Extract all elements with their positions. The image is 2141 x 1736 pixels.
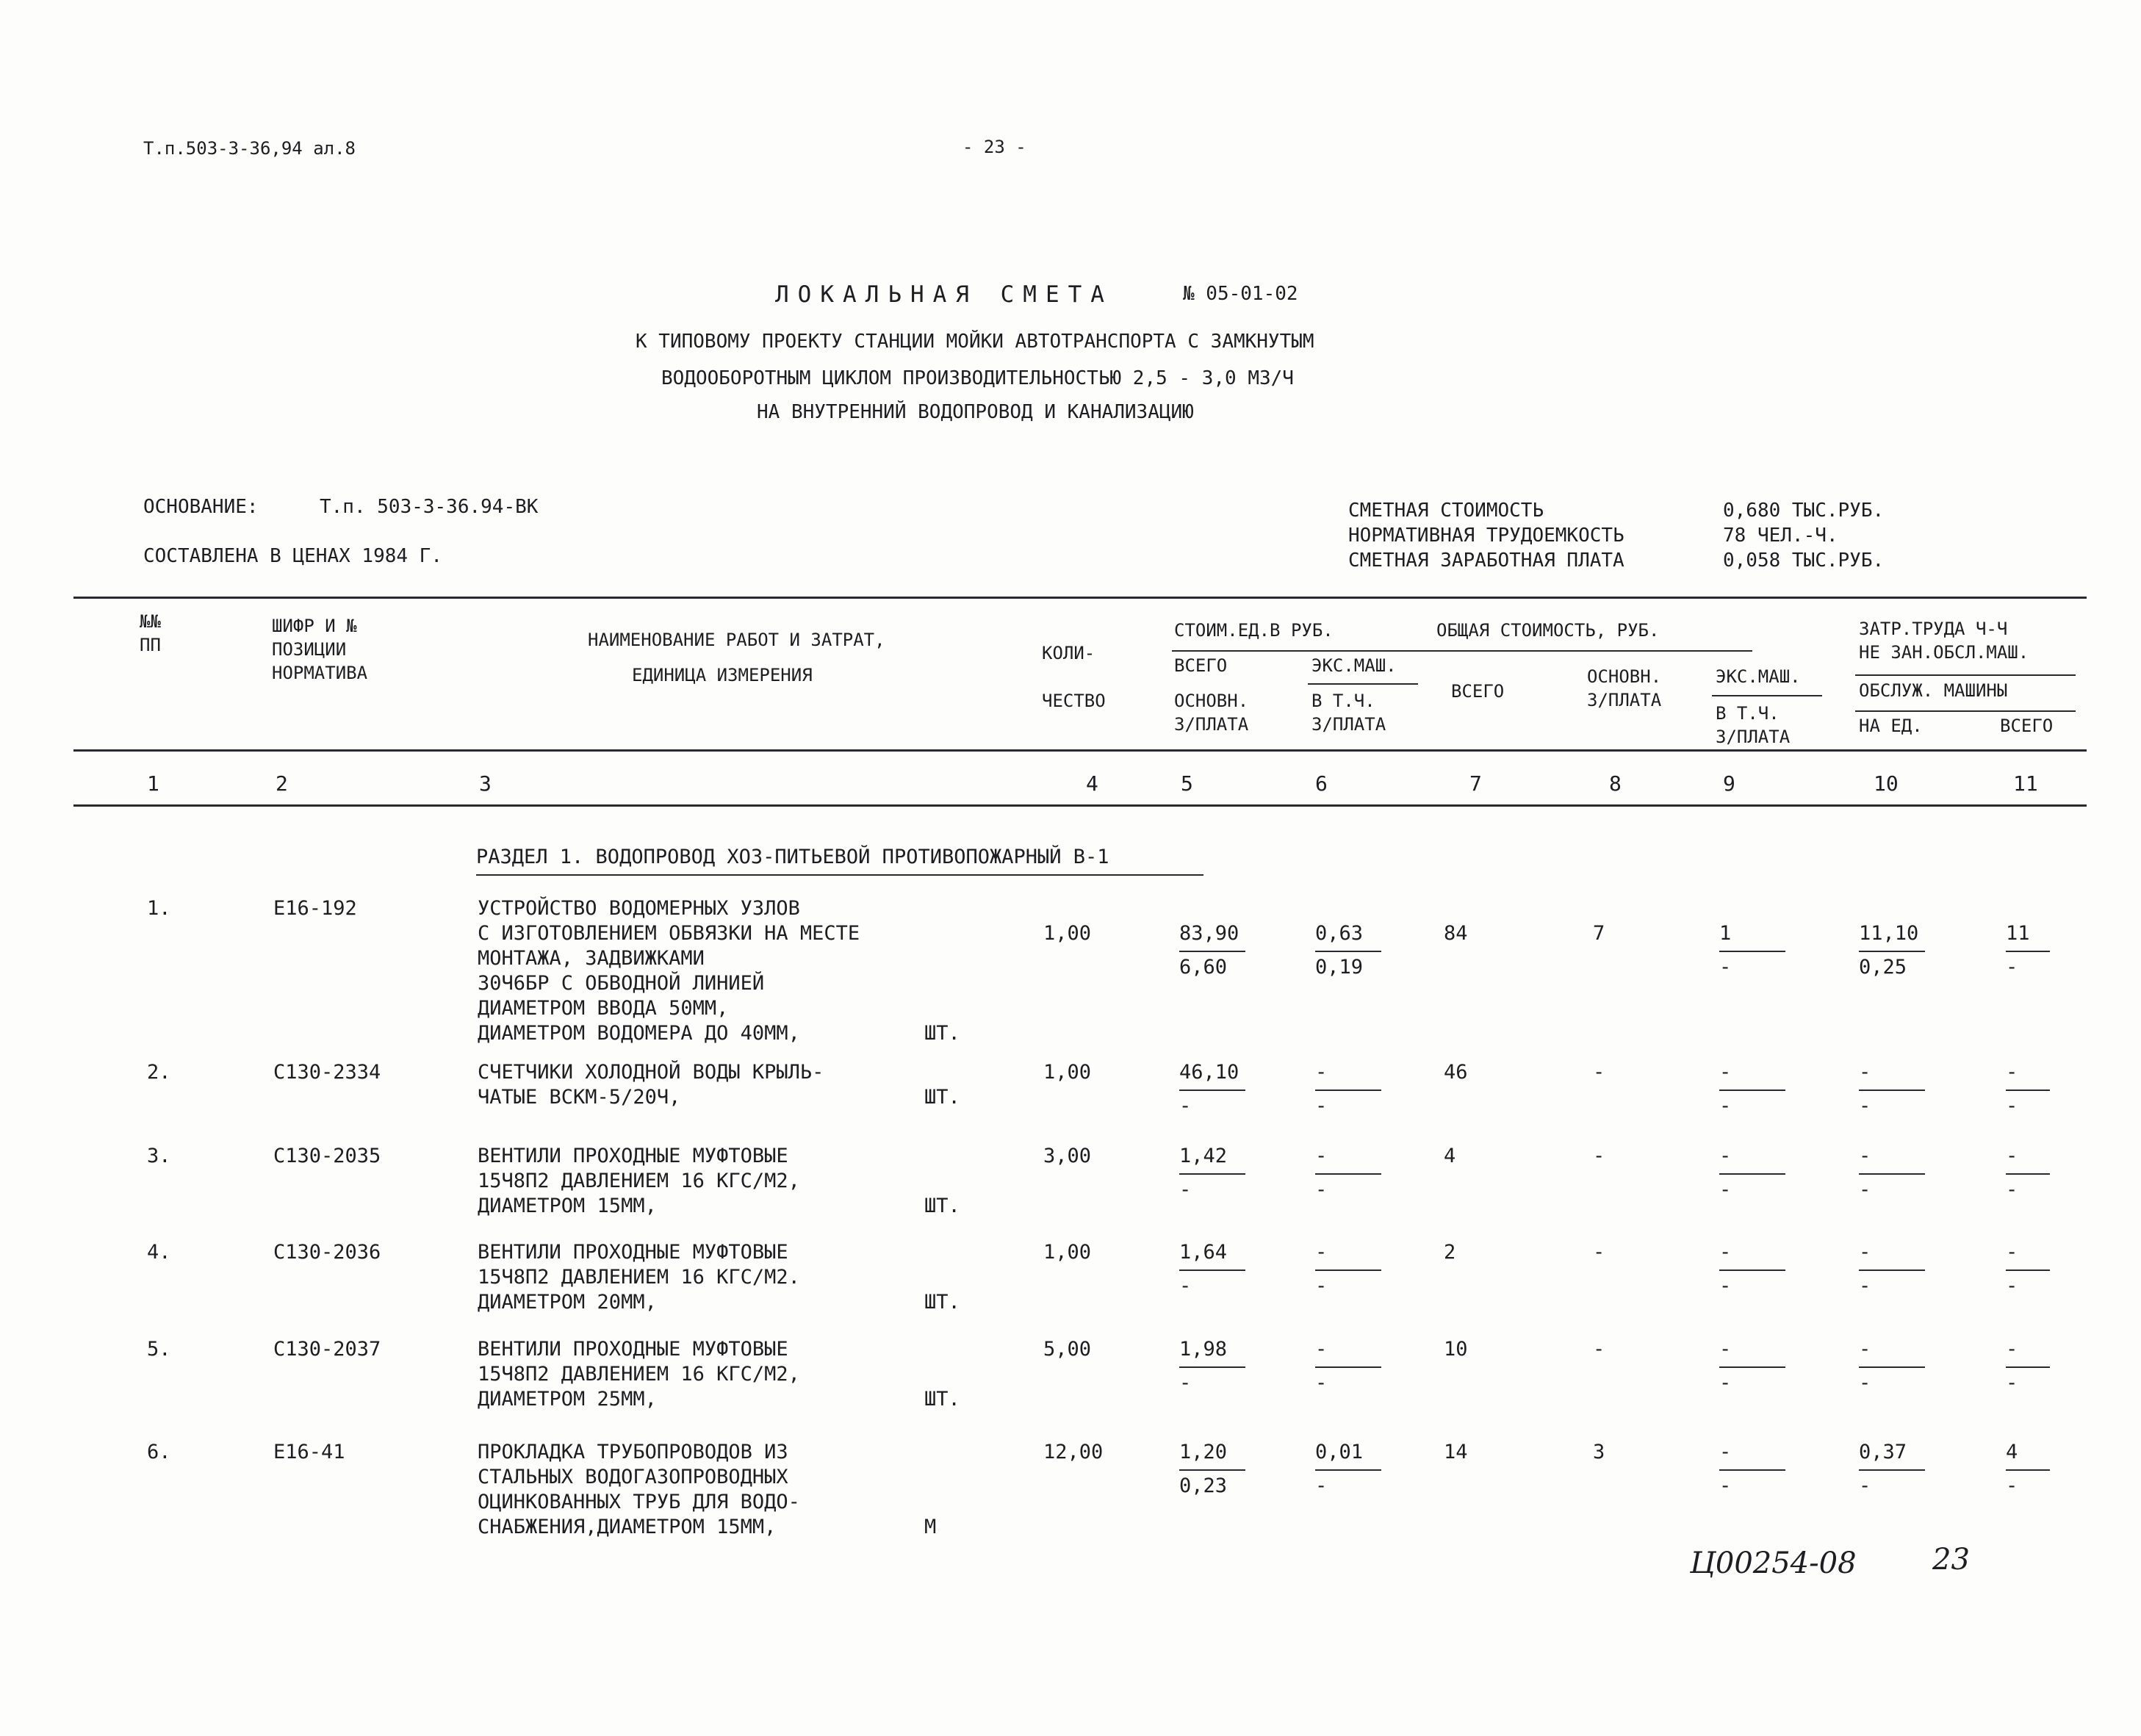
row-number: 3. <box>147 1145 171 1167</box>
fraction-rule <box>2006 1469 2050 1471</box>
unit-cost-base-wage: 0,23 <box>1179 1474 1228 1497</box>
row-description-line: УСТРОЙСТВО ВОДОМЕРНЫХ УЗЛОВ <box>478 897 800 920</box>
column-number: 2 <box>276 771 288 796</box>
fraction-rule <box>2006 1366 2050 1368</box>
fraction-rule <box>1859 1269 1925 1271</box>
unit-cost-machine: 0,01 <box>1315 1441 1364 1463</box>
total-machine: - <box>1719 1145 1732 1167</box>
row-number: 2. <box>147 1061 171 1084</box>
row-description-line: 15Ч8П2 ДАВЛЕНИЕМ 16 КГС/М2, <box>478 1363 800 1386</box>
row-quantity: 3,00 <box>1043 1145 1092 1167</box>
fraction-rule <box>1315 1269 1381 1271</box>
total-machine-wage: - <box>1719 1275 1732 1297</box>
estimate-number: № 05-01-02 <box>1183 283 1298 305</box>
total-cost: 84 <box>1444 922 1468 945</box>
labor-total: - <box>2006 1338 2018 1361</box>
labor-total: 11 <box>2006 922 2030 945</box>
summary-cost-value: 0,680 ТЫС.РУБ. <box>1723 500 1885 522</box>
labor-per-unit: - <box>1859 1061 1871 1084</box>
col-header-num: №№ ПП <box>140 611 161 655</box>
basis-label: ОСНОВАНИЕ: <box>143 496 259 518</box>
col-header-total-cost: ОБЩАЯ СТОИМОСТЬ, РУБ. <box>1436 620 1660 641</box>
col-header-unit-base: ОСНОВН. З/ПЛАТА <box>1174 691 1249 735</box>
row-code: С130-2036 <box>273 1241 381 1264</box>
row-unit: ШТ. <box>924 1388 960 1411</box>
col-header-unit: ЕДИНИЦА ИЗМЕРЕНИЯ <box>632 665 813 685</box>
unit-cost-base-wage: - <box>1179 1178 1192 1201</box>
row-description-line: СТАЛЬНЫХ ВОДОГАЗОПРОВОДНЫХ <box>478 1466 788 1488</box>
unit-cost-total: 46,10 <box>1179 1061 1239 1084</box>
total-machine: - <box>1719 1061 1732 1084</box>
summary-wage-value: 0,058 ТЫС.РУБ. <box>1723 550 1885 572</box>
col-header-labor-sub: ОБСЛУЖ. МАШИНЫ <box>1859 680 2008 701</box>
row-description-line: ДИАМЕТРОМ 15ММ, <box>478 1195 657 1217</box>
fraction-rule <box>2006 1173 2050 1175</box>
fraction-rule <box>1315 951 1381 952</box>
unit-cost-machine: 0,63 <box>1315 922 1364 945</box>
col-header-total-all: ВСЕГО <box>1451 681 1505 702</box>
row-quantity: 5,00 <box>1043 1338 1092 1361</box>
fraction-rule <box>1859 1089 1925 1091</box>
labor-machine-total: - <box>2006 1275 2018 1297</box>
fraction-rule <box>1315 1173 1381 1175</box>
total-machine-wage: - <box>1719 1474 1732 1497</box>
total-machine: 1 <box>1719 922 1732 945</box>
labor-total: - <box>2006 1145 2018 1167</box>
document-reference: Т.п.503-3-36,94 ал.8 <box>143 138 356 159</box>
fraction-rule <box>1179 1089 1245 1091</box>
title-line-3: НА ВНУТРЕННИЙ ВОДОПРОВОД И КАНАЛИЗАЦИЮ <box>757 401 1194 423</box>
labor-group-rule <box>1855 674 2076 676</box>
fraction-rule <box>1719 1269 1785 1271</box>
unit-cost-machine-wage: - <box>1315 1095 1328 1117</box>
labor-per-unit: - <box>1859 1338 1871 1361</box>
total-machine-wage: - <box>1719 1372 1732 1394</box>
row-code: Е16-41 <box>273 1441 345 1463</box>
unit-mach-rule <box>1308 683 1418 685</box>
fraction-rule <box>1859 1469 1925 1471</box>
table-header-bottom-rule <box>73 749 2087 752</box>
title-line-1: К ТИПОВОМУ ПРОЕКТУ СТАНЦИИ МОЙКИ АВТОТРАНСПОРТА С ЗАМКНУТЫМ <box>636 331 1314 353</box>
total-base-wage: - <box>1593 1241 1605 1264</box>
summary-labor-value: 78 ЧЕЛ.-Ч. <box>1723 525 1838 547</box>
row-number: 1. <box>147 897 171 920</box>
row-description-line: ОЦИНКОВАННЫХ ТРУБ ДЛЯ ВОДО- <box>478 1491 800 1513</box>
row-description-line: СЧЕТЧИКИ ХОЛОДНОЙ ВОДЫ КРЫЛЬ- <box>478 1061 824 1084</box>
row-description-line: МОНТАЖА, ЗАДВИЖКАМИ <box>478 947 705 970</box>
row-description-line: ДИАМЕТРОМ 20ММ, <box>478 1291 657 1314</box>
labor-machine-per-unit: 0,25 <box>1859 956 1907 979</box>
summary-cost-label: СМЕТНАЯ СТОИМОСТЬ <box>1348 500 1544 522</box>
column-number: 11 <box>2013 771 2038 796</box>
labor-machine-per-unit: - <box>1859 1474 1871 1497</box>
col-header-unit-all: ВСЕГО <box>1174 655 1228 676</box>
page-number: - 23 - <box>962 137 1026 157</box>
labor-per-unit: 11,10 <box>1859 922 1919 945</box>
row-description-line: С ИЗГОТОВЛЕНИЕМ ОБВЯЗКИ НА МЕСТЕ <box>478 922 860 945</box>
total-machine-wage: - <box>1719 1095 1732 1117</box>
row-description-line: ВЕНТИЛИ ПРОХОДНЫЕ МУФТОВЫЕ <box>478 1241 788 1264</box>
col-header-labor: ЗАТР.ТРУДА Ч-Ч НЕ ЗАН.ОБСЛ.МАШ. <box>1859 619 2029 663</box>
fraction-rule <box>1719 951 1785 952</box>
fraction-rule <box>1719 1173 1785 1175</box>
row-description-line: ДИАМЕТРОМ 25ММ, <box>478 1388 657 1411</box>
row-unit: М <box>924 1516 937 1538</box>
unit-cost-machine-wage: - <box>1315 1372 1328 1394</box>
fraction-rule <box>1315 1089 1381 1091</box>
col-header-code: ШИФР И № ПОЗИЦИИ НОРМАТИВА <box>272 616 368 683</box>
fraction-rule <box>1719 1366 1785 1368</box>
row-number: 4. <box>147 1241 171 1264</box>
total-base-wage: 3 <box>1593 1441 1605 1463</box>
fraction-rule <box>1179 1269 1245 1271</box>
row-description-line: ДИАМЕТРОМ ВВОДА 50ММ, <box>478 997 729 1020</box>
labor-total: 4 <box>2006 1441 2018 1463</box>
fraction-rule <box>1859 951 1925 952</box>
labor-machine-total: - <box>2006 1095 2018 1117</box>
row-code: С130-2334 <box>273 1061 381 1084</box>
row-quantity: 1,00 <box>1043 1241 1092 1264</box>
labor-machine-total: - <box>2006 1372 2018 1394</box>
column-number: 10 <box>1874 771 1899 796</box>
column-number: 6 <box>1315 771 1328 796</box>
column-number: 7 <box>1469 771 1482 796</box>
row-code: С130-2035 <box>273 1145 381 1167</box>
col-header-unit-cost: СТОИМ.ЕД.В РУБ. <box>1174 620 1334 641</box>
fraction-rule <box>1179 1173 1245 1175</box>
col-header-total-mach-wage: В Т.Ч. З/ПЛАТА <box>1716 703 1791 747</box>
unit-cost-total: 1,98 <box>1179 1338 1228 1361</box>
col-header-total-mach: ЭКС.МАШ. <box>1716 666 1801 687</box>
row-number: 6. <box>147 1441 171 1463</box>
row-number: 5. <box>147 1338 171 1361</box>
labor-machine-total: - <box>2006 1178 2018 1201</box>
row-description-line: ВЕНТИЛИ ПРОХОДНЫЕ МУФТОВЫЕ <box>478 1338 788 1361</box>
unit-cost-base-wage: - <box>1179 1095 1192 1117</box>
labor-per-unit: 0,37 <box>1859 1441 1907 1463</box>
col-header-unit-mach-wage: В Т.Ч. З/ПЛАТА <box>1311 691 1386 735</box>
labor-machine-per-unit: - <box>1859 1095 1871 1117</box>
col-header-total-base: ОСНОВН. З/ПЛАТА <box>1587 666 1662 710</box>
total-base-wage: - <box>1593 1061 1605 1084</box>
labor-machine-per-unit: - <box>1859 1372 1871 1394</box>
total-base-wage: 7 <box>1593 922 1605 945</box>
unit-cost-machine: - <box>1315 1061 1328 1084</box>
unit-cost-base-wage: - <box>1179 1275 1192 1297</box>
fraction-rule <box>1859 1366 1925 1368</box>
unit-cost-machine-wage: 0,19 <box>1315 956 1364 979</box>
fraction-rule <box>1179 1469 1245 1471</box>
row-unit: ШТ. <box>924 1022 960 1045</box>
unit-cost-base-wage: 6,60 <box>1179 956 1228 979</box>
col-header-qty-1: КОЛИ- <box>1042 643 1095 663</box>
row-description-line: СНАБЖЕНИЯ,ДИАМЕТРОМ 15ММ, <box>478 1516 777 1538</box>
summary-wage-label: СМЕТНАЯ ЗАРАБОТНАЯ ПЛАТА <box>1348 550 1624 572</box>
unit-cost-machine: - <box>1315 1145 1328 1167</box>
row-quantity: 12,00 <box>1043 1441 1104 1463</box>
row-unit: ШТ. <box>924 1086 960 1109</box>
basis-value: Т.п. 503-3-36.94-ВК <box>320 496 539 518</box>
fraction-rule <box>2006 951 2050 952</box>
total-machine: - <box>1719 1241 1732 1264</box>
total-cost: 46 <box>1444 1061 1468 1084</box>
labor-per-unit: - <box>1859 1241 1871 1264</box>
unit-cost-machine: - <box>1315 1241 1328 1264</box>
fraction-rule <box>2006 1269 2050 1271</box>
fraction-rule <box>1719 1469 1785 1471</box>
fraction-rule <box>2006 1089 2050 1091</box>
fraction-rule <box>1179 1366 1245 1368</box>
total-base-wage: - <box>1593 1145 1605 1167</box>
total-cost: 4 <box>1444 1145 1456 1167</box>
row-unit: ШТ. <box>924 1195 960 1217</box>
unit-cost-total: 1,20 <box>1179 1441 1228 1463</box>
summary-labor-label: НОРМАТИВНАЯ ТРУДОЕМКОСТЬ <box>1348 525 1624 547</box>
row-quantity: 1,00 <box>1043 922 1092 945</box>
section-underline <box>476 874 1203 876</box>
total-machine: - <box>1719 1441 1732 1463</box>
column-number: 1 <box>147 771 159 796</box>
labor-sub-rule <box>1855 710 2076 712</box>
row-description-line: ЧАТЫЕ ВСКМ-5/20Ч, <box>478 1086 681 1109</box>
unit-cost-total: 1,64 <box>1179 1241 1228 1264</box>
labor-total: - <box>2006 1061 2018 1084</box>
cost-group-rule <box>1172 650 1752 652</box>
fraction-rule <box>1859 1173 1925 1175</box>
row-unit: ШТ. <box>924 1291 960 1314</box>
unit-cost-machine: - <box>1315 1338 1328 1361</box>
total-machine-wage: - <box>1719 1178 1732 1201</box>
total-cost: 10 <box>1444 1338 1468 1361</box>
labor-machine-per-unit: - <box>1859 1178 1871 1201</box>
column-number: 4 <box>1086 771 1098 796</box>
col-header-unit-mach: ЭКС.МАШ. <box>1311 655 1397 676</box>
row-code: Е16-192 <box>273 897 357 920</box>
column-numbers-rule <box>73 804 2087 807</box>
total-cost: 2 <box>1444 1241 1456 1264</box>
column-number: 9 <box>1723 771 1735 796</box>
fraction-rule <box>1315 1469 1381 1471</box>
col-header-labor-unit: НА ЕД. <box>1859 716 1923 736</box>
unit-cost-total: 1,42 <box>1179 1145 1228 1167</box>
footer-page-number: 23 <box>1932 1543 1970 1577</box>
total-machine: - <box>1719 1338 1732 1361</box>
total-base-wage: - <box>1593 1338 1605 1361</box>
section-title: РАЗДЕЛ 1. ВОДОПРОВОД ХОЗ-ПИТЬЕВОЙ ПРОТИВОПОЖАРНЫЙ В-1 <box>476 846 1109 868</box>
total-cost: 14 <box>1444 1441 1468 1463</box>
document-title: ЛОКАЛЬНАЯ СМЕТА <box>775 281 1113 308</box>
unit-cost-base-wage: - <box>1179 1372 1192 1394</box>
table-top-rule <box>73 597 2087 599</box>
row-quantity: 1,00 <box>1043 1061 1092 1084</box>
unit-cost-machine-wage: - <box>1315 1275 1328 1297</box>
prices-note: СОСТАВЛЕНА В ЦЕНАХ 1984 Г. <box>143 545 442 567</box>
column-number: 5 <box>1181 771 1193 796</box>
column-number: 8 <box>1609 771 1622 796</box>
total-mach-rule <box>1712 695 1822 696</box>
labor-total: - <box>2006 1241 2018 1264</box>
col-header-labor-total: ВСЕГО <box>2000 716 2054 736</box>
row-description-line: ДИАМЕТРОМ ВОДОМЕРА ДО 40ММ, <box>478 1022 800 1045</box>
col-header-name: НАИМЕНОВАНИЕ РАБОТ И ЗАТРАТ, <box>588 630 885 650</box>
fraction-rule <box>1719 1089 1785 1091</box>
row-description-line: 15Ч8П2 ДАВЛЕНИЕМ 16 КГС/М2. <box>478 1266 800 1289</box>
col-header-qty-2: ЧЕСТВО <box>1042 691 1106 711</box>
title-line-2: ВОДООБОРОТНЫМ ЦИКЛОМ ПРОИЗВОДИТЕЛЬНОСТЬЮ 2,5 - 3,0 М3/Ч <box>661 367 1294 389</box>
row-description-line: ПРОКЛАДКА ТРУБОПРОВОДОВ ИЗ <box>478 1441 788 1463</box>
row-code: С130-2037 <box>273 1338 381 1361</box>
column-number: 3 <box>479 771 492 796</box>
labor-per-unit: - <box>1859 1145 1871 1167</box>
labor-machine-total: - <box>2006 956 2018 979</box>
labor-machine-total: - <box>2006 1474 2018 1497</box>
row-description-line: 15Ч8П2 ДАВЛЕНИЕМ 16 КГС/М2, <box>478 1170 800 1192</box>
unit-cost-machine-wage: - <box>1315 1474 1328 1497</box>
total-machine-wage: - <box>1719 956 1732 979</box>
fraction-rule <box>1179 951 1245 952</box>
labor-machine-per-unit: - <box>1859 1275 1871 1297</box>
archive-stamp: Ц00254-08 <box>1690 1546 1857 1580</box>
row-description-line: 30Ч6БР С ОБВОДНОЙ ЛИНИЕЙ <box>478 972 765 995</box>
fraction-rule <box>1315 1366 1381 1368</box>
unit-cost-total: 83,90 <box>1179 922 1239 945</box>
row-description-line: ВЕНТИЛИ ПРОХОДНЫЕ МУФТОВЫЕ <box>478 1145 788 1167</box>
unit-cost-machine-wage: - <box>1315 1178 1328 1201</box>
